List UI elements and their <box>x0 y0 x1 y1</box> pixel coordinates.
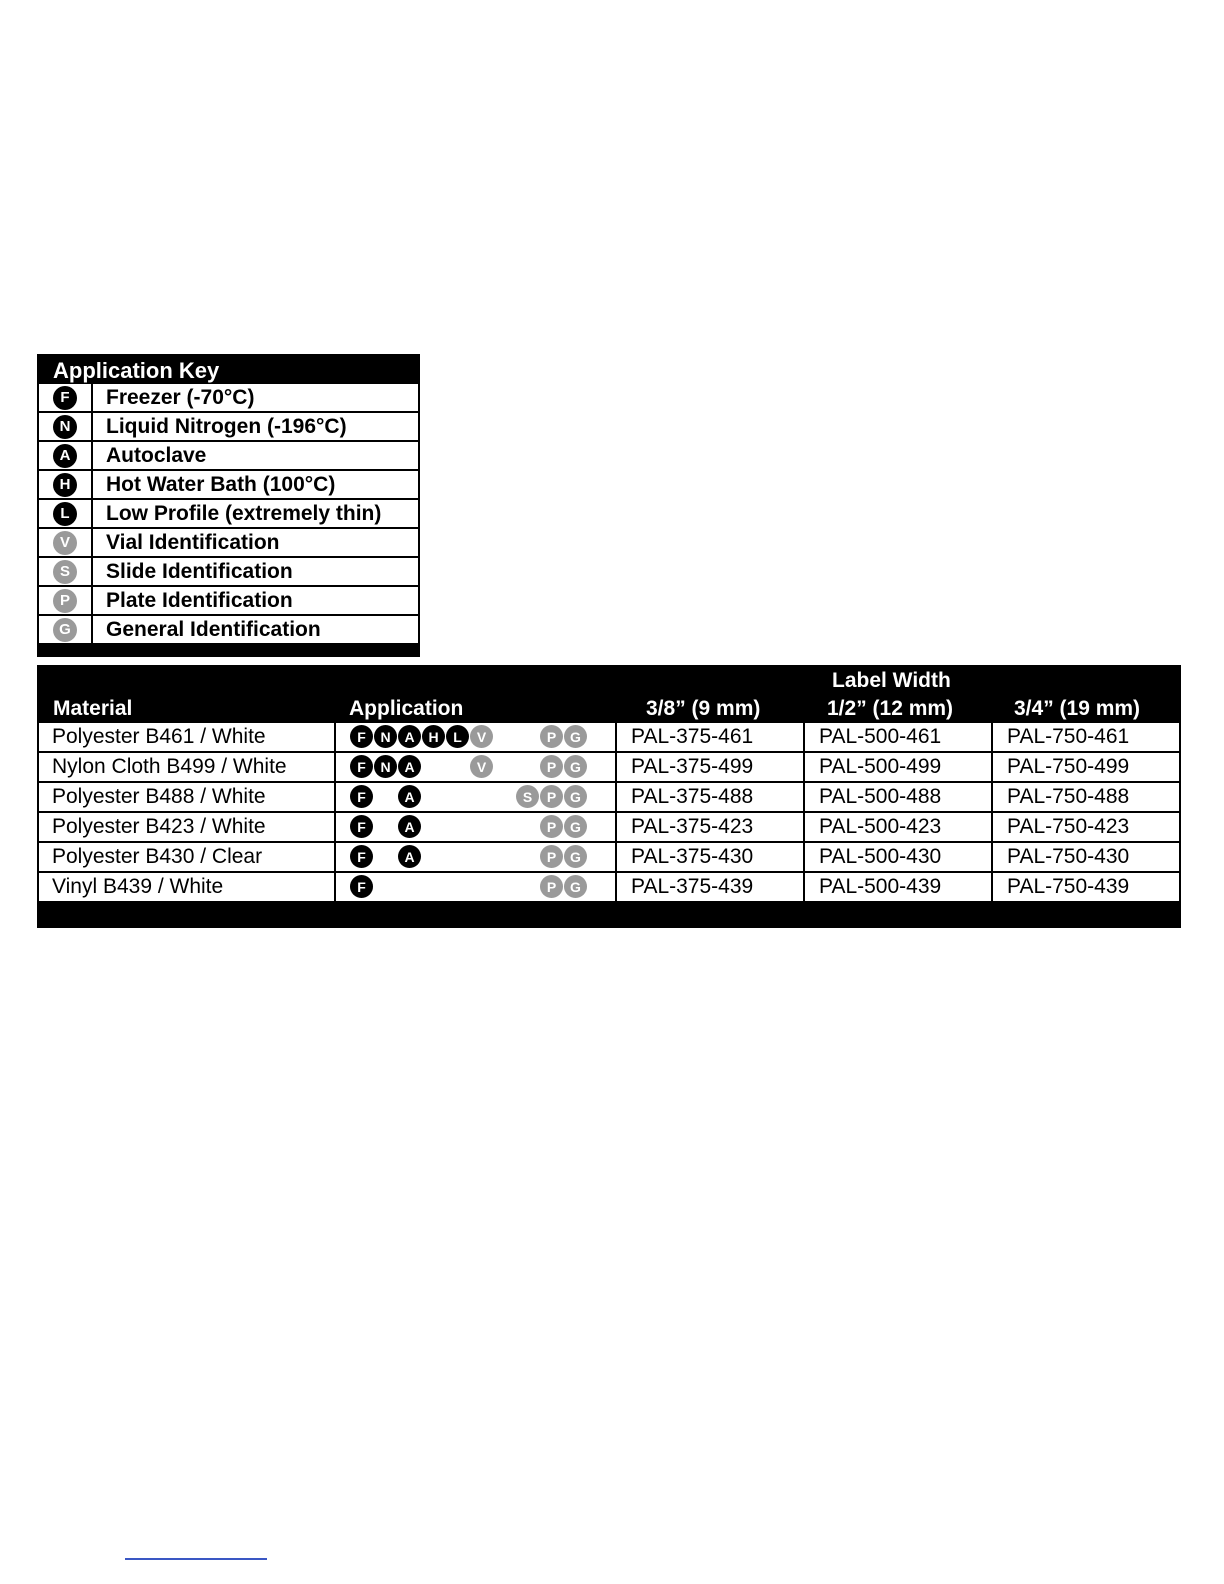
cell-application <box>336 783 617 811</box>
autoclave-icon: A <box>398 815 421 838</box>
table-body <box>39 723 1179 901</box>
freezer-icon: F <box>350 845 373 868</box>
freezer-icon: F <box>350 755 373 778</box>
key-item-liquid-nitrogen <box>39 413 418 440</box>
application-key-title: Application Key <box>53 358 220 383</box>
cell-material: Polyester B423 / White <box>39 813 336 841</box>
cell-part-3-8: PAL-375-439 <box>617 873 805 901</box>
autoclave-icon: A <box>398 755 421 778</box>
vial-icon: V <box>470 755 493 778</box>
hot-water-bath-icon: H <box>53 473 77 497</box>
key-item-label: Slide Identification <box>106 560 293 583</box>
key-item-autoclave <box>39 442 418 469</box>
cell-part-3-8: PAL-375-423 <box>617 813 805 841</box>
key-icon-cell <box>39 413 93 440</box>
key-item-label: Freezer (-70°C) <box>106 386 255 409</box>
freezer-icon: F <box>350 725 373 748</box>
table-row <box>39 753 1179 781</box>
header-width-1-2: 1/2” (12 mm) <box>827 697 954 720</box>
header-width-3-4: 3/4” (19 mm) <box>1014 697 1141 720</box>
general-icon: G <box>564 785 587 808</box>
plate-icon: P <box>53 589 77 613</box>
cell-material: Polyester B488 / White <box>39 783 336 811</box>
liquid-nitrogen-icon: N <box>53 415 77 439</box>
key-item-vial <box>39 529 418 556</box>
slide-icon: S <box>516 785 539 808</box>
key-item-label: Low Profile (extremely thin) <box>106 502 382 525</box>
plate-icon: P <box>540 755 563 778</box>
header-width-3-8: 3/8” (9 mm) <box>646 697 761 720</box>
plate-icon: P <box>540 875 563 898</box>
cell-application <box>336 843 617 871</box>
autoclave-icon: A <box>398 725 421 748</box>
key-item-label: Autoclave <box>106 444 207 467</box>
cell-part-1-2: PAL-500-488 <box>805 783 993 811</box>
cell-part-3-4: PAL-750-439 <box>1007 875 1130 898</box>
table-row <box>39 843 1179 871</box>
header-material: Material <box>53 697 133 720</box>
general-icon: G <box>564 755 587 778</box>
plate-icon: P <box>540 845 563 868</box>
table-row <box>39 783 1179 811</box>
freezer-icon: F <box>350 815 373 838</box>
cell-part-3-4: PAL-750-499 <box>1007 755 1130 778</box>
key-icon-cell <box>39 471 93 498</box>
autoclave-icon: A <box>398 785 421 808</box>
slide-icon: S <box>53 560 77 584</box>
cell-part-3-8: PAL-375-430 <box>617 843 805 871</box>
key-item-freezer <box>39 384 418 411</box>
key-icon-cell <box>39 500 93 527</box>
hot-water-bath-icon: H <box>422 725 445 748</box>
key-icon-cell <box>39 616 93 643</box>
cell-application <box>336 873 617 901</box>
plate-icon: P <box>540 785 563 808</box>
table-row <box>39 873 1179 901</box>
general-icon: G <box>53 618 77 642</box>
cell-part-3-8: PAL-375-461 <box>617 723 805 751</box>
general-icon: G <box>564 845 587 868</box>
cell-part-3-4: PAL-750-461 <box>1007 725 1130 748</box>
plate-icon: P <box>540 815 563 838</box>
cell-material: Polyester B461 / White <box>39 723 336 751</box>
vial-icon: V <box>470 725 493 748</box>
application-key <box>37 354 420 657</box>
freezer-icon: F <box>350 785 373 808</box>
low-profile-icon: L <box>446 725 469 748</box>
key-item-low-profile <box>39 500 418 527</box>
freezer-icon: F <box>350 875 373 898</box>
link-underline <box>125 1558 267 1560</box>
application-key-list <box>39 384 418 643</box>
key-item-plate <box>39 587 418 614</box>
cell-part-3-8: PAL-375-488 <box>617 783 805 811</box>
key-item-hot-water-bath <box>39 471 418 498</box>
table-row <box>39 723 1179 751</box>
key-icon-cell <box>39 442 93 469</box>
cell-part-1-2: PAL-500-439 <box>805 873 993 901</box>
key-item-label: General Identification <box>106 618 321 641</box>
cell-material: Polyester B430 / Clear <box>39 843 336 871</box>
table-row <box>39 813 1179 841</box>
general-icon: G <box>564 725 587 748</box>
key-icon-cell <box>39 529 93 556</box>
key-item-label: Plate Identification <box>106 589 293 612</box>
table-header <box>39 667 1179 723</box>
cell-material: Nylon Cloth B499 / White <box>39 753 336 781</box>
cell-part-3-4: PAL-750-488 <box>1007 785 1130 808</box>
vial-icon: V <box>53 531 77 555</box>
cell-part-3-4: PAL-750-430 <box>1007 845 1130 868</box>
key-item-label: Hot Water Bath (100°C) <box>106 473 336 496</box>
key-icon-cell <box>39 384 93 411</box>
cell-part-1-2: PAL-500-461 <box>805 723 993 751</box>
cell-part-3-4: PAL-750-423 <box>1007 815 1130 838</box>
autoclave-icon: A <box>53 444 77 468</box>
plate-icon: P <box>540 725 563 748</box>
cell-application <box>336 723 617 751</box>
header-application: Application <box>349 697 464 720</box>
cell-part-3-8: PAL-375-499 <box>617 753 805 781</box>
autoclave-icon: A <box>398 845 421 868</box>
key-icon-cell <box>39 558 93 585</box>
general-icon: G <box>564 875 587 898</box>
low-profile-icon: L <box>53 502 77 526</box>
general-icon: G <box>564 815 587 838</box>
key-icon-cell <box>39 587 93 614</box>
cell-part-1-2: PAL-500-423 <box>805 813 993 841</box>
liquid-nitrogen-icon: N <box>374 755 397 778</box>
key-item-general <box>39 616 418 643</box>
header-label-width: Label Width <box>832 669 951 692</box>
freezer-icon: F <box>53 386 77 410</box>
cell-material: Vinyl B439 / White <box>39 873 336 901</box>
key-item-label: Liquid Nitrogen (-196°C) <box>106 415 347 438</box>
cell-part-1-2: PAL-500-430 <box>805 843 993 871</box>
cell-part-1-2: PAL-500-499 <box>805 753 993 781</box>
key-item-slide <box>39 558 418 585</box>
product-table <box>37 665 1181 928</box>
key-item-label: Vial Identification <box>106 531 280 554</box>
cell-application <box>336 753 617 781</box>
cell-application <box>336 813 617 841</box>
liquid-nitrogen-icon: N <box>374 725 397 748</box>
